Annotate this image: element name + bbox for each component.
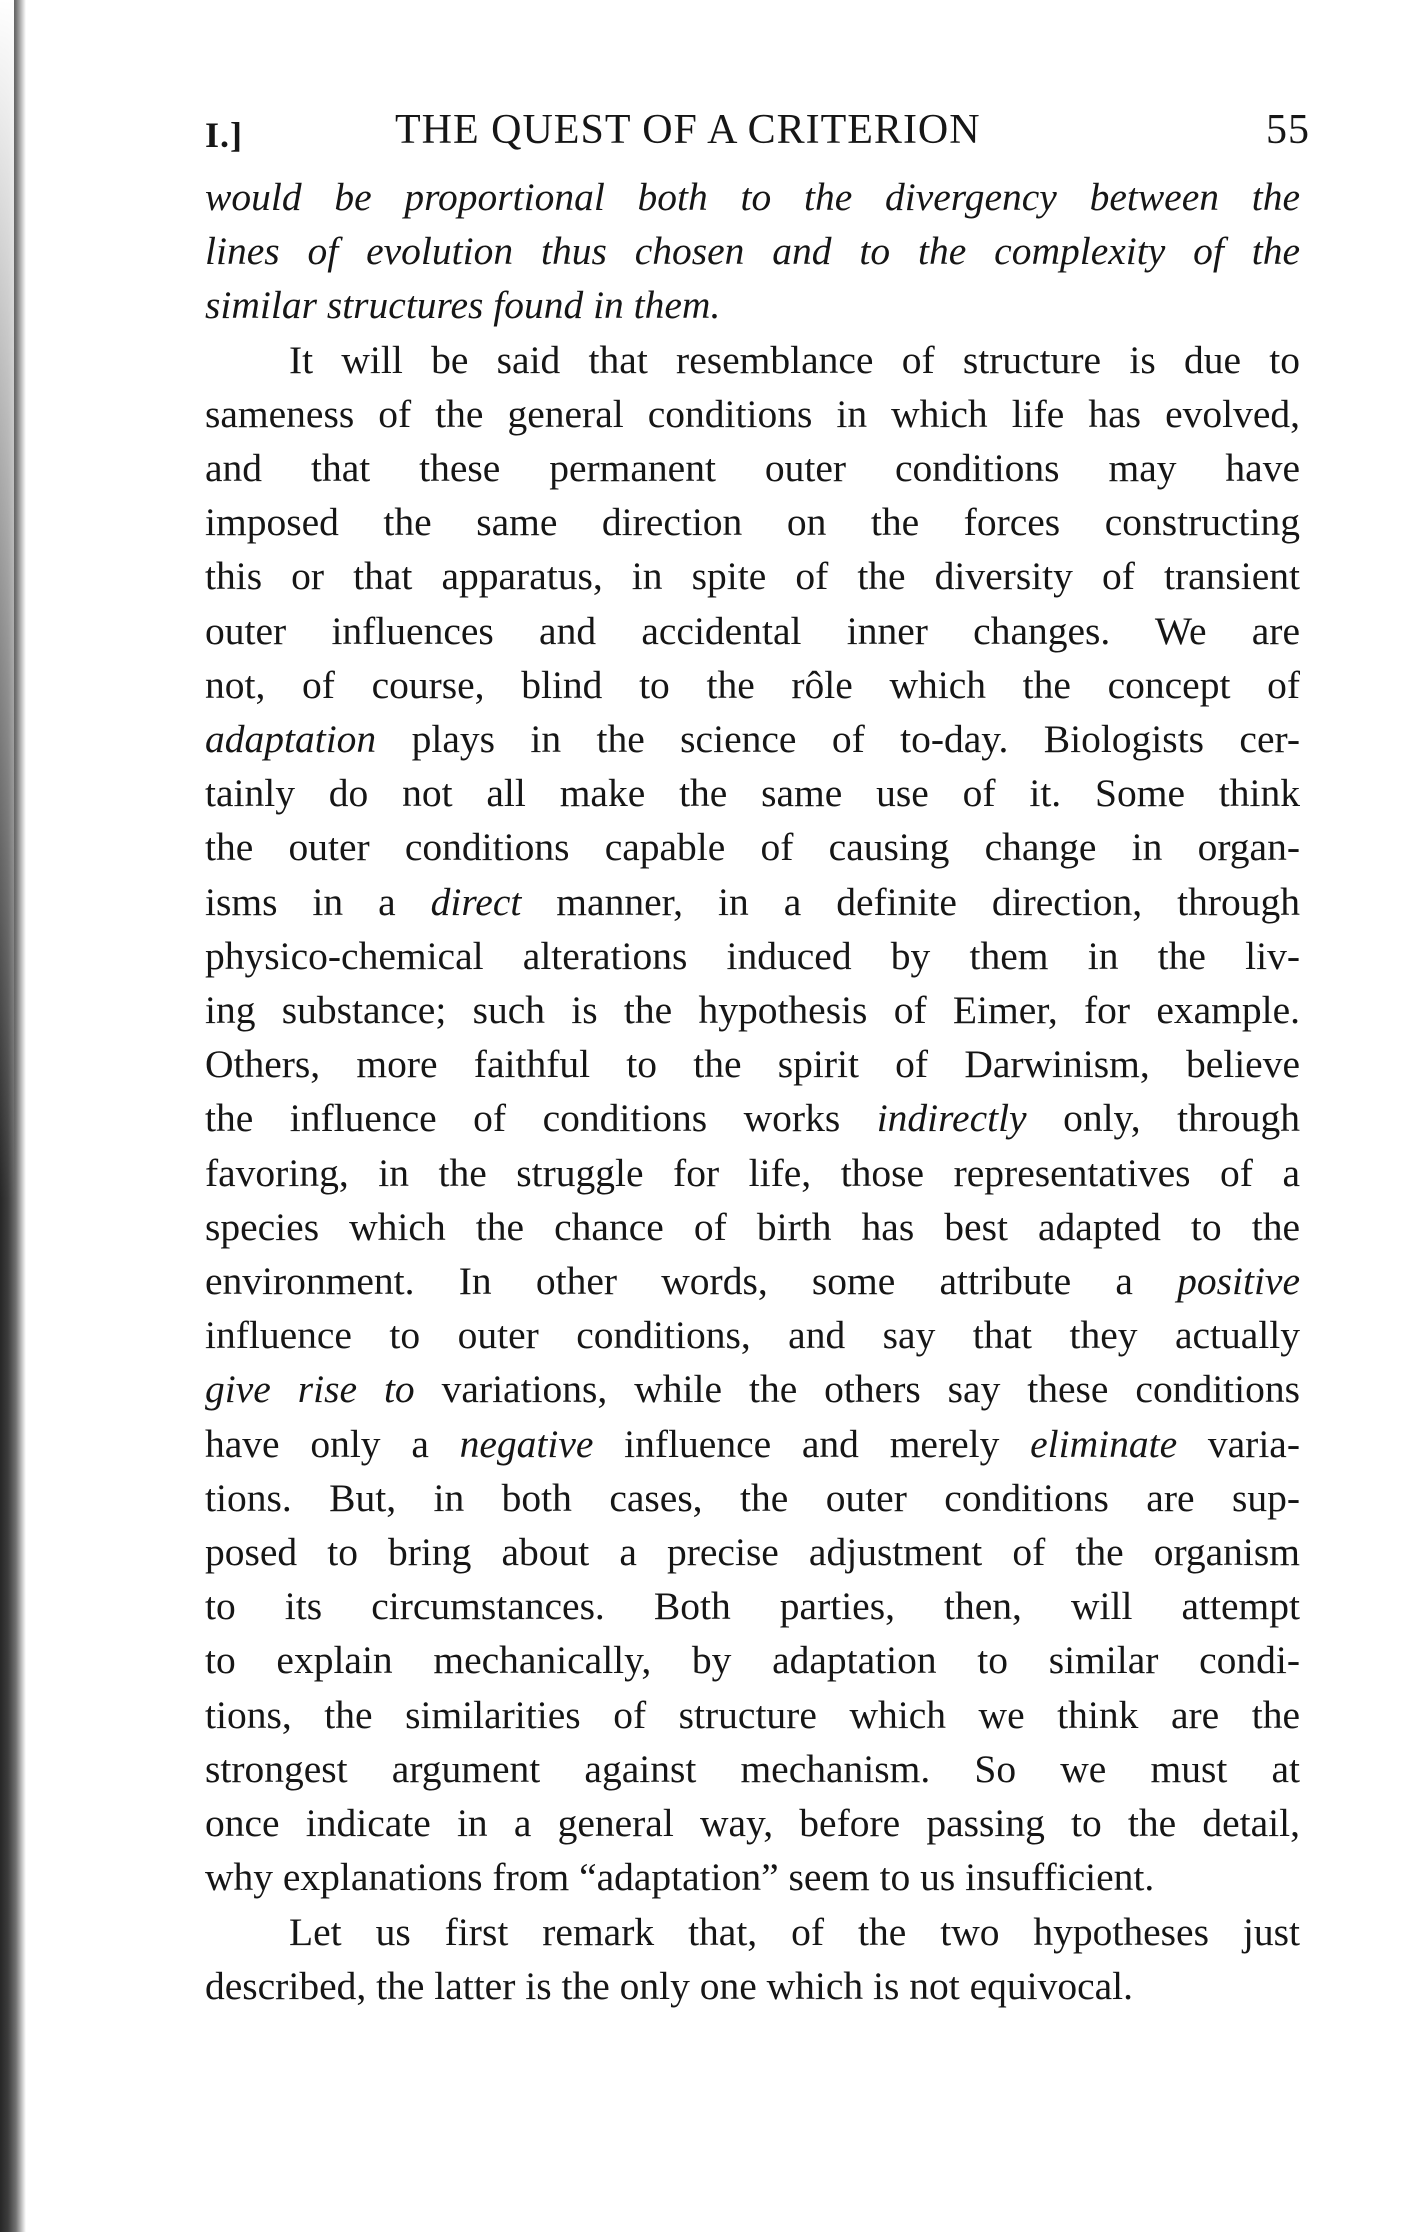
text-line	[205, 1471, 1300, 1525]
italic-text: give rise to	[205, 1367, 415, 1412]
text-run: sameness of the general conditions in which life has evolved,	[205, 391, 1300, 436]
italic-text: positive	[1177, 1259, 1300, 1304]
text-line	[205, 495, 1300, 549]
text-line	[205, 549, 1300, 603]
text-line	[205, 875, 1300, 929]
text-run: the outer conditions capable of causing change in organ-	[205, 825, 1300, 870]
text-line	[205, 278, 1300, 332]
text-line	[205, 1742, 1300, 1796]
text-line	[205, 1091, 1300, 1145]
text-line	[205, 1037, 1300, 1091]
body-text	[205, 170, 1300, 2013]
italic-text: would be proportional both to the divergency between the	[205, 175, 1300, 219]
text-line	[205, 1633, 1300, 1687]
text-run: posed to bring about a precise adjustment of the organism	[205, 1530, 1300, 1575]
page-number: 55	[1266, 107, 1310, 153]
text-run: influence to outer conditions, and say that they actually	[205, 1313, 1300, 1358]
text-run: plays in the science of to-day. Biologists cer-	[376, 717, 1300, 762]
text-line	[205, 1959, 1300, 2013]
italic-text: direct	[430, 879, 522, 924]
text-line	[205, 170, 1300, 224]
paragraph	[205, 170, 1300, 333]
text-run: strongest argument against mechanism. So we must at	[205, 1746, 1300, 1791]
text-run: outer influences and accidental inner changes. We are	[205, 608, 1300, 653]
text-run: why explanations from “adaptation” seem to us insufficient.	[205, 1855, 1155, 1900]
italic-text: adaptation	[205, 717, 377, 762]
text-run: influence and merely	[593, 1421, 1031, 1466]
text-run: manner, in a definite direction, through	[521, 879, 1300, 924]
text-run: the influence of conditions works	[205, 1096, 877, 1141]
text-run: and that these permanent outer conditions may have	[205, 446, 1300, 491]
text-line	[205, 224, 1300, 278]
text-line	[205, 1525, 1300, 1579]
italic-text: indirectly	[876, 1096, 1027, 1141]
chapter-marker: I.]	[205, 115, 243, 155]
text-run: environment. In other words, some attribute a	[205, 1259, 1178, 1304]
text-run: tions. But, in both cases, the outer conditions are sup-	[205, 1475, 1300, 1520]
text-line	[205, 929, 1300, 983]
text-run: varia-	[1177, 1421, 1300, 1466]
text-run: physico-chemical alterations induced by them in the liv-	[205, 933, 1300, 978]
text-line	[205, 1417, 1300, 1471]
text-line	[205, 820, 1300, 874]
text-line	[205, 1796, 1300, 1850]
text-line	[205, 333, 1300, 387]
text-run: Let us first remark that, of the two hypotheses just	[289, 1909, 1300, 1954]
paragraph	[205, 333, 1300, 1905]
text-run: described, the latter is the only one which is not equivocal.	[205, 1963, 1133, 2008]
text-line	[205, 604, 1300, 658]
text-line	[205, 712, 1300, 766]
text-line	[205, 441, 1300, 495]
text-run: Others, more faithful to the spirit of Darwinism, believe	[205, 1042, 1300, 1087]
text-line	[205, 658, 1300, 712]
text-run: not, of course, blind to the rôle which the concept of	[205, 662, 1300, 707]
italic-text: eliminate	[1030, 1421, 1178, 1466]
running-title: THE QUEST OF A CRITERION	[395, 107, 981, 153]
book-page	[205, 100, 1310, 2013]
text-run: It will be said that resemblance of structure is due to	[289, 337, 1300, 382]
text-line	[205, 1850, 1300, 1904]
text-run: tainly do not all make the same use of it. Some think	[205, 771, 1300, 816]
italic-text: similar structures found in them.	[205, 283, 721, 328]
text-run: isms in a	[205, 879, 431, 924]
text-run: only, through	[1026, 1096, 1300, 1141]
text-run: imposed the same direction on the forces constructing	[205, 500, 1300, 545]
text-run: species which the chance of birth has best adapted to the	[205, 1204, 1300, 1249]
italic-text: negative	[459, 1421, 594, 1466]
binding-shadow-fade	[0, 0, 14, 1200]
text-line	[205, 1688, 1300, 1742]
italic-text: lines of evolution thus chosen and to the complexity of the	[205, 229, 1300, 274]
text-run: tions, the similarities of structure which we think are the	[205, 1692, 1300, 1737]
text-run: favoring, in the struggle for life, those representatives of a	[205, 1150, 1300, 1195]
running-head	[205, 100, 1310, 170]
text-line	[205, 1254, 1300, 1308]
text-line	[205, 1308, 1300, 1362]
paragraph	[205, 1905, 1300, 2013]
text-line	[205, 387, 1300, 441]
text-run: this or that apparatus, in spite of the diversity of transient	[205, 554, 1300, 599]
text-line	[205, 1146, 1300, 1200]
text-line	[205, 766, 1300, 820]
text-line	[205, 1362, 1300, 1416]
text-line	[205, 1905, 1300, 1959]
text-run: variations, while the others say these conditions	[414, 1367, 1300, 1412]
text-line	[205, 1200, 1300, 1254]
text-run: to its circumstances. Both parties, then, will attempt	[205, 1584, 1300, 1629]
text-line	[205, 1579, 1300, 1633]
text-run: have only a	[205, 1421, 460, 1466]
text-run: to explain mechanically, by adaptation to similar condi-	[205, 1638, 1300, 1683]
text-run: once indicate in a general way, before passing to the detail,	[205, 1801, 1300, 1846]
text-line	[205, 983, 1300, 1037]
text-run: ing substance; such is the hypothesis of Eimer, for example.	[205, 988, 1300, 1033]
